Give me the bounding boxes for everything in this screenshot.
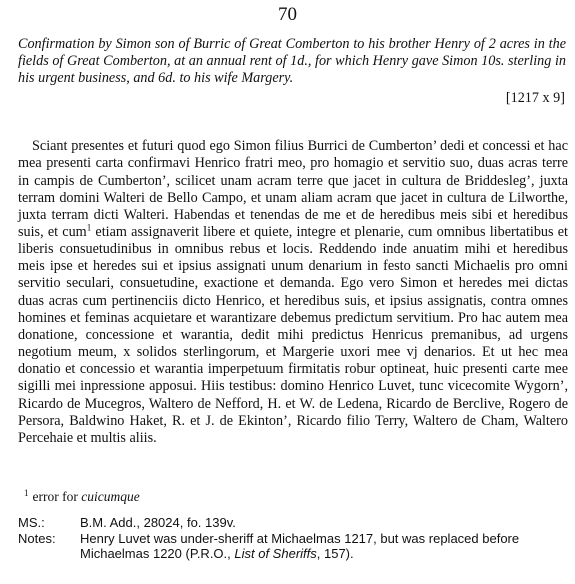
note-row-notes [18, 531, 566, 562]
footnote-reference: 1 [86, 222, 92, 233]
note-label-ms: MS.: [18, 515, 45, 530]
note-row-ms [18, 515, 566, 531]
note-text-notes-end: , 157). [316, 546, 354, 561]
charter-text-part1: Sciant presentes et futuri quod ego Simon filius Burrici de Cumberton’ dedi et concessi et hac mea presenti carta confirmavi Henrico fratri meo, pro homagio et servitio suo, duas acras terre in campis de Cumberton’, scilicet unam acram terre que jacet in cultura de Briddesleg’, juxta terram domini Walteri de Bello Campo, et unam aliam acram que jacet in cultura de Lilworthe, juxta terram dicti Walteri. Habendas et tenendas de me et de heredibus meis sibi et heredibus suis, et cum [18, 138, 568, 240]
note-text-notes [80, 531, 566, 562]
footnote-italic: cuicumque [81, 489, 140, 504]
charter-summary: Confirmation by Simon son of Burric of Great Comberton to his brother Henry of 2 acres in the fields of Great Comberton, at an annual rent of 1d., for which Henry gave Simon 10s. sterling in his urgent business, and 6d. to his wife Margery. [18, 36, 566, 86]
footnote-text: error for [32, 489, 78, 504]
footnote-marker: 1 [24, 487, 29, 498]
apparatus-notes [18, 515, 566, 562]
charter-text-part2: etiam assignaverit libere et quiete, integre et plenarie, cum omnibus libertatibus et liberis consuetudinibus in omnibus rebus et locis. Reddendo inde anuatim mihi et heredibus meis ipse et heredes sui et ipsius assignati unum denarium in festo sancti Michaelis pro omni servitio seculari, consuetudine, exactione et demanda. Ego vero Simon et heredes mei dictas duas acras cum pertinenciis dicto Henrico, et heredibus suis, et ipsius assignatis, contra omnes homines et feminas acquietare et warantizare debemus predictum servitium. Pro hac autem mea donatione, concessione et warantia, dedit mihi predictus Henricus premanibus, ad urgens negotium meum, x solidos sterlingorum, et Margerie uxori mee vj denarios. Et ut hec mea donatio et concessio et warantia imperpetuum firmitatis robur optineat, huic presenti carte mee sigilli mei inpressione apposui. Hiis testibus: domino Henrico Luvet, tunc vicecomite Wygorn’, Ricardo de Mucegros, Waltero de Nefford, H. et W. de Ledena, Ricardo de Berclive, Rogero de Persora, Baldwino Haket, R. et J. de Ekinton’, Ricardo filio Terry, Waltero de Cham, Waltero Percehaie et multis aliis. [18, 223, 568, 446]
note-text-notes-italic: List of Sheriffs [234, 546, 317, 561]
page-number: 70 [278, 4, 297, 25]
note-text-ms: B.M. Add., 28024, fo. 139v. [80, 515, 236, 530]
note-text-notes-body: Henry Luvet was under-sheriff at Michaelmas 1217, but was replaced before Michaelmas 1220 (P.R.O., [80, 530, 520, 561]
note-label-notes: Notes: [18, 530, 56, 546]
footnote [24, 489, 140, 505]
charter-date: [1217 x 9] [505, 90, 565, 106]
charter-text [18, 138, 568, 447]
